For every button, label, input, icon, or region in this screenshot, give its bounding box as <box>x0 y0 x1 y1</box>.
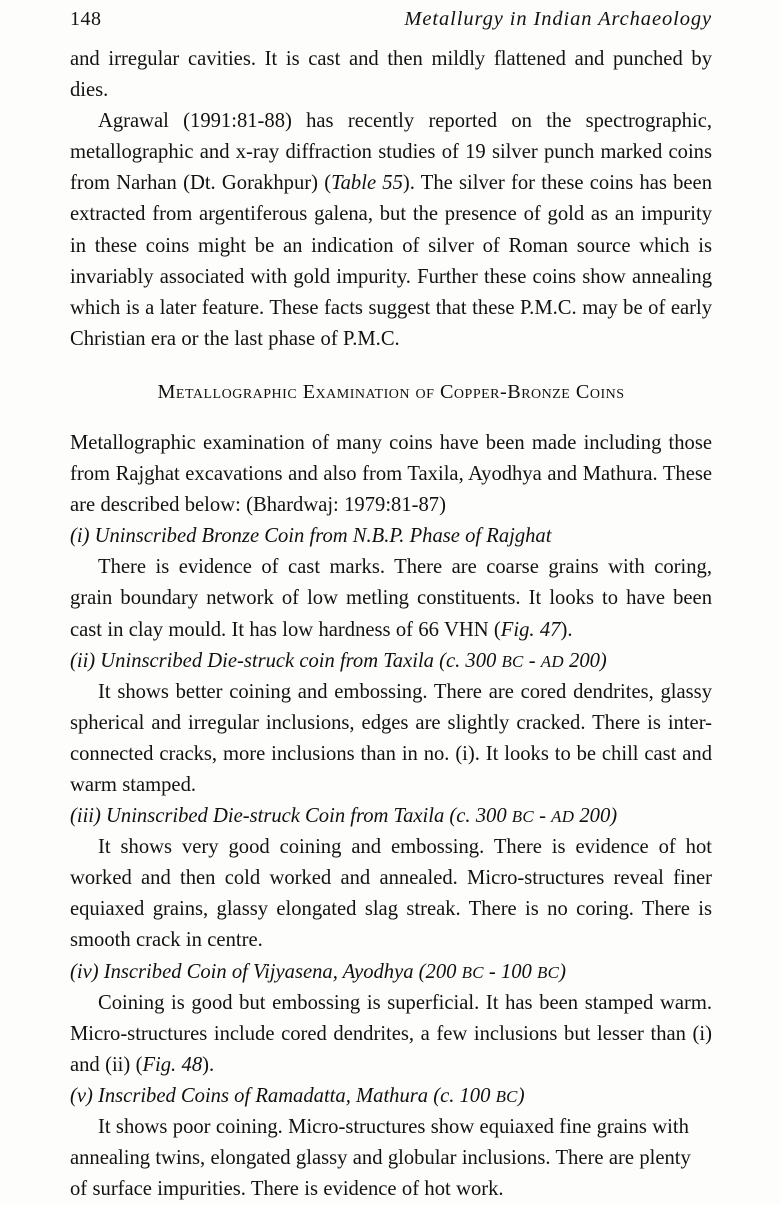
spacer-before-heading <box>70 355 712 377</box>
page-number: 148 <box>70 8 102 30</box>
subheading-text-part-a: (iii) Uninscribed Die-struck Coin from Taxila (c. 300 <box>70 805 512 828</box>
subheading-iv <box>70 957 712 988</box>
era-ad: AD <box>551 807 575 827</box>
section-heading: Metallographic Examination of Copper-Bronze Coins <box>157 380 625 403</box>
figure-reference: Fig. 48 <box>142 1053 203 1076</box>
era-bc-start: BC <box>461 962 484 982</box>
running-title: Metallurgy in Indian Archaeology <box>404 8 712 30</box>
subheading-ii <box>70 646 712 677</box>
subheading-iii <box>70 801 712 832</box>
paragraph-text: and irregular cavities. It is cast and then mildly flattened and punched by dies. <box>70 48 712 102</box>
subheading-text-part-a: (ii) Uninscribed Die-struck coin from Taxila (c. 300 <box>70 649 502 672</box>
paragraph-continuation <box>70 44 712 106</box>
era-bc: BC <box>501 651 524 671</box>
era-bc-end: BC <box>536 962 560 982</box>
paragraph-text: It shows poor coining. Micro-structures show equiaxed fine grains with annealing twins, elongated glassy and globular inclusions. There are plenty of surface impurities. There is evidence of hot work. <box>70 1116 691 1201</box>
spacer-after-heading <box>70 408 712 428</box>
table-reference: Table 55 <box>331 172 403 195</box>
subheading-text-part-c: 200) <box>574 805 618 828</box>
subheading-text-part-a: (iv) Inscribed Coin of Vijyasena, Ayodhya (200 <box>70 960 462 983</box>
paragraph-text-part-b: ). <box>560 618 573 641</box>
paragraph-iv <box>70 988 712 1081</box>
subheading-text-dash: - 100 <box>483 960 537 983</box>
figure-reference: Fig. 47 <box>500 618 561 641</box>
paragraph-text: It shows better coining and embossing. There are cored dendrites, glassy spherical and irregular inclusions, edges are slightly cracked. There is inter-connected cracks, more inclusions than in no. (i). It looks to be chill cast and warm stamped. <box>70 680 712 796</box>
paragraph-v <box>70 1112 712 1205</box>
subheading-text-part-a: (v) Inscribed Coins of Ramadatta, Mathura (c. 100 <box>70 1084 496 1107</box>
subheading-text-part-c: 200) <box>563 649 607 672</box>
era-bc: BC <box>495 1086 518 1106</box>
paragraph-agrawal <box>70 106 712 355</box>
paragraph-text-part-a: Agrawal (1991:81-88) has recently reported on the spectrographic, metallographic and x-ray diffraction studies of 19 silver punch marked coins from Narhan (Dt. Gorakhpur) ( <box>70 110 712 195</box>
paragraph-i <box>70 552 712 645</box>
subheading-text-dash: - <box>533 805 552 828</box>
subheading-i: (i) Uninscribed Bronze Coin from N.B.P. Phase of Rajghat <box>70 525 552 548</box>
running-head <box>70 8 712 34</box>
paragraph-text-part-b: ). <box>202 1053 215 1076</box>
subheading-text-part-b: ) <box>517 1084 525 1107</box>
paragraph-iii <box>70 832 712 956</box>
paragraph-text-part-b: ). The silver for these coins has been extracted from argentiferous galena, but the presence of gold as an impurity in these coins might be an indication of silver of Roman source which is invariably associated with gold impurity. Further these coins show annealing which is a later feature. These facts suggest that these P.M.C. may be of early Christian era or the last phase of P.M.C. <box>70 172 712 350</box>
paragraph-ii <box>70 677 712 801</box>
text-column <box>70 44 712 1205</box>
paragraph-metallographic-intro <box>70 428 712 521</box>
era-bc: BC <box>511 807 534 827</box>
subheading-text-part-c: ) <box>559 960 566 983</box>
era-ad: AD <box>540 651 564 671</box>
subheading-text-dash: - <box>523 649 541 672</box>
paragraph-text: Metallographic examination of many coins have been made including those from Rajghat excavations and also from Taxila, Ayodhya and Mathura. These are described below: (Bhardwaj: 1979:81-87) <box>70 431 712 517</box>
paragraph-text-part-a: There is evidence of cast marks. There are coarse grains with coring, grain boundary network of low metling constituents. It looks to have been cast in clay mould. It has low hardness of 66 VHN ( <box>70 556 712 641</box>
paragraph-text-part-a: Coining is good but embossing is superficial. It has been stamped warm. Micro-structures include cored dendrites, a few inclusions but lesser than (i) and (ii) ( <box>70 991 712 1076</box>
paragraph-text: It shows very good coining and embossing. There is evidence of hot worked and then cold worked and annealed. Micro-structures reveal finer equiaxed grains, glassy elongated slag streak. There is no coring. There is smooth crack in centre. <box>70 836 712 952</box>
subheading-v <box>70 1081 712 1112</box>
